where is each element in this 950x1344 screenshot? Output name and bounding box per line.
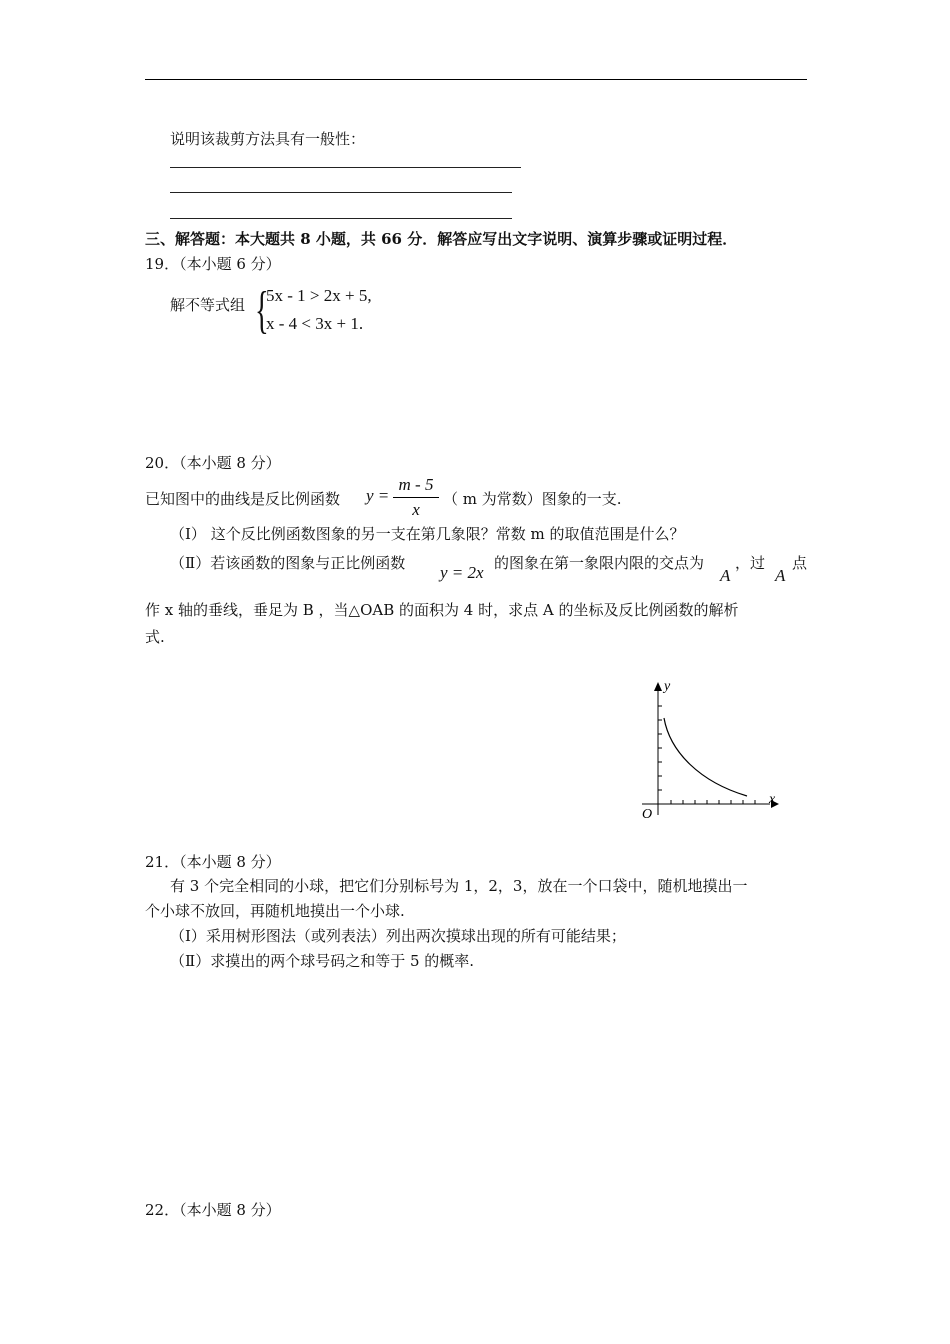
q19-prompt: 解不等式组 xyxy=(170,296,246,314)
q21-part1: （Ⅰ）采用树形图法（或列表法）列出两次摸球出现的所有可能结果； xyxy=(170,927,626,945)
q21-line2: 个小球不放回，再随机地摸出一个小球. xyxy=(145,902,405,920)
answer-blank-3 xyxy=(170,218,512,219)
origin-label: O xyxy=(642,807,653,822)
q19-inequality-1: 5x - 1 > 2x + 5, xyxy=(266,286,372,305)
y-axis-ticks xyxy=(658,706,662,790)
system-brace: { xyxy=(255,282,269,339)
q20-part2-end: 点 xyxy=(792,554,808,572)
q22-header: 22．（本小题 8 分） xyxy=(145,1201,281,1219)
x-axis-label: x xyxy=(769,792,776,807)
q20-part2-formula: y = 2x xyxy=(440,563,484,582)
q19-header: 19．（本小题 6 分） xyxy=(145,255,281,273)
q20-line2: 作 x 轴的垂线，垂足为 B ，当△OAB 的面积为 4 时，求点 A 的坐标及反比例函数的解析 xyxy=(145,601,739,619)
q20-line3: 式. xyxy=(145,628,165,646)
answer-blank-2 xyxy=(170,192,512,193)
point-a-label-2: A xyxy=(775,566,786,585)
hyperbola-branch xyxy=(664,718,747,796)
inverse-proportion-graph xyxy=(630,670,790,830)
q21-part2: （Ⅱ）求摸出的两个球号码之和等于 5 的概率. xyxy=(170,952,475,970)
fraction-numerator: m - 5 xyxy=(398,475,434,494)
q19-inequality-2: x - 4 < 3x + 1. xyxy=(266,314,364,333)
q21-header: 21．（本小题 8 分） xyxy=(145,853,281,871)
fraction-denominator: x xyxy=(412,500,420,519)
q21-line1: 有 3 个完全相同的小球，把它们分别标号为 1，2，3，放在一个口袋中，随机地摸出一 xyxy=(170,877,748,895)
q20-fraction xyxy=(393,475,439,520)
q20-part2-mid: 的图象在第一象限内限的交点为 xyxy=(494,554,705,572)
y-axis-label: y xyxy=(664,679,671,694)
header-rule xyxy=(145,79,807,80)
fraction-bar xyxy=(393,497,439,498)
y-axis-arrow xyxy=(654,682,662,691)
q20-part1: （Ⅰ） 这个反比例函数图象的另一支在第几象限？常数 m 的取值范围是什么？ xyxy=(170,525,685,543)
q20-intro-text: 已知图中的曲线是反比例函数 xyxy=(145,490,341,508)
q20-part2-comma: ，过 xyxy=(735,554,766,572)
section-heading: 三、解答题：本大题共 8 小题，共 66 分．解答应写出文字说明、演算步骤或证明过程． xyxy=(145,230,738,248)
answer-blank-1 xyxy=(170,167,521,168)
point-a-label: A xyxy=(720,566,731,585)
q20-header: 20．（本小题 8 分） xyxy=(145,454,281,472)
q20-formula-lhs: y = xyxy=(366,486,390,505)
q20-intro-post: （ m 为常数）图象的一支. xyxy=(443,490,622,508)
q20-part2-pre: （Ⅱ）若该函数的图象与正比例函数 xyxy=(170,554,406,572)
x-axis-ticks xyxy=(671,800,755,804)
generality-prompt: 说明该裁剪方法具有一般性： xyxy=(170,130,366,148)
